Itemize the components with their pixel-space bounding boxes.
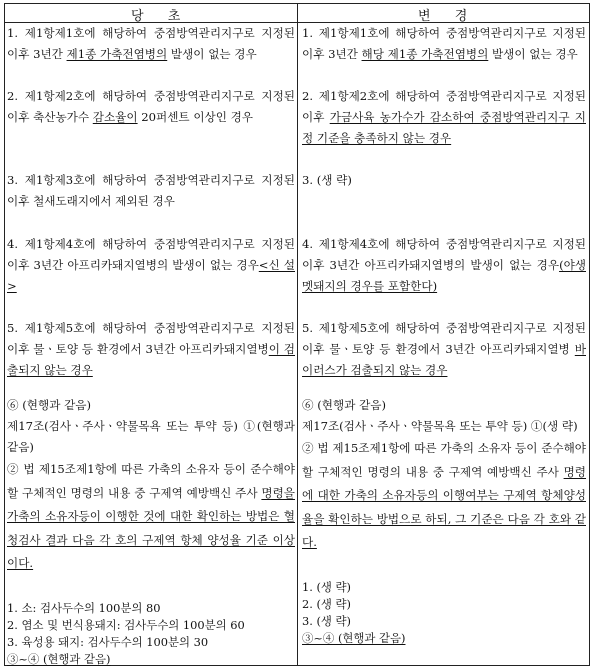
revised-item-6: ⑥ (현행과 같음)	[302, 398, 387, 412]
original-subitem-1: 1. 소: 검사두수의 100분의 80	[7, 601, 161, 616]
comparison-table	[4, 3, 590, 666]
original-subitem-4: ③~④ (현행과 같음)	[7, 652, 111, 667]
original-item-2: 2. 제1항제2호에 해당하여 중점방역관리지구로 지정된 이후 축산농가수 감소율이 20퍼센트 이상인 경우	[7, 89, 295, 125]
original-item-4: 4. 제1항제4호에 해당하여 중점방역관리지구로 지정된 이후 3년간 아프리카돼지열병의 발생이 없는 경우<신 설>	[7, 237, 295, 294]
revised-article-17: 제17조(검사ㆍ주사ㆍ약물목욕 또는 투약 등) ①(생 략)	[302, 419, 578, 434]
header-original: 당 초	[131, 9, 191, 24]
revised-subitem-1: 1. (생 략)	[302, 580, 352, 595]
original-item-5: 5. 제1항제5호에 해당하여 중점방역관리지구로 지정된 이후 물ㆍ토양 등 환경에서 3년간 아프리카돼지열병이 검출되지 않는 경우	[7, 321, 296, 378]
original-subitem-2: 2. 염소 및 번식용돼지: 검사두수의 100분의 60	[7, 618, 245, 633]
revised-subitem-2: 2. (생 략)	[302, 597, 352, 612]
revised-subitem-3: 3. (생 략)	[302, 614, 352, 629]
revised-item-1: 1. 제1항제1호에 해당하여 중점방역관리지구로 지정된 이후 3년간 해당 제1종 가축전염병의 발생이 없는 경우	[302, 26, 586, 62]
revised-subitem-4: ③~④ (현행과 같음)	[302, 631, 406, 646]
header-revised: 변 경	[418, 9, 478, 24]
original-item-6: ⑥ (현행과 같음)	[7, 398, 92, 412]
original-item-1: 1. 제1항제1호에 해당하여 중점방역관리지구로 지정된 이후 3년간 제1종 가축전염병의 발생이 없는 경우	[7, 26, 295, 62]
original-item-3: 3. 제1항제3호에 해당하여 중점방역관리지구로 지정된 이후 철새도래지에서 제외된 경우	[7, 173, 295, 209]
revised-subitems	[302, 579, 586, 647]
revised-column	[302, 23, 586, 647]
original-article-17: 제17조(검사ㆍ주사ㆍ약물목욕 또는 투약 등) ①(현행과 같음)	[7, 419, 295, 455]
revised-item-2: 2. 제1항제2호에 해당하여 중점방역관리지구로 지정된 이후 가금사육 농가수가 감소하여 중점방역관리지구 지정 기준을 충족하지 않는 경우	[302, 89, 586, 146]
revised-item-4: 4. 제1항제4호에 해당하여 중점방역관리지구로 지정된 이후 3년간 아프리카돼지열병의 발생이 없는 경우(야생멧돼지의 경우를 포함한다)	[302, 237, 586, 294]
revised-paragraph-2: ② 법 제15조제1항에 따른 가축의 소유자 등이 준수해야 할 구체적인 명령의 내용 중 구제역 예방백신 주사 명령에 대한 가축의 소유자등의 이행여부는 구제역 항체양성율을 확인하는 방법으로 하되, 그 기준은 다음 각 호와 같다.	[302, 441, 586, 550]
revised-item-3: 3. (생 략)	[302, 173, 352, 187]
original-subitem-3: 3. 육성용 돼지: 검사두수의 100분의 30	[7, 635, 209, 650]
revised-item-5: 5. 제1항제5호에 해당하여 중점방역관리지구로 지정된 이후 물ㆍ토양 등 환경에서 3년간 아프리카돼지열병 바이러스가 검출되지 않는 경우	[302, 321, 586, 378]
original-column	[7, 23, 295, 668]
column-divider	[297, 4, 298, 665]
original-subitems	[7, 600, 295, 668]
original-paragraph-2: ② 법 제15조제1항에 따른 가축의 소유자 등이 준수해야 할 구체적인 명령의 내용 중 구제역 예방백신 주사 명령을 가축의 소유자등이 이행한 것에 대한 확인하는 방법은 혈청검사 결과 다음 각 호의 구제역 항체 양성율 기준 이상이다.	[7, 462, 295, 571]
